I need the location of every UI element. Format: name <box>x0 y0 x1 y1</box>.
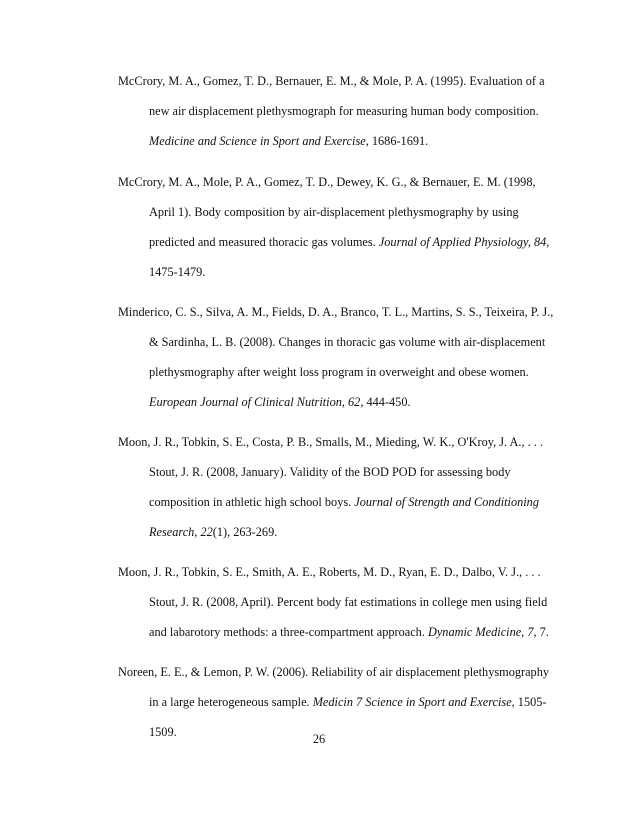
reference-continuation-line <box>118 197 558 227</box>
reference-first-line <box>118 657 558 687</box>
reference-italic-segment: European Journal of Clinical Nutrition, 62 <box>149 395 361 409</box>
reference-italic-segment: Dynamic Medicine, 7 <box>427 625 534 639</box>
reference-text-segment: in a large heterogeneous sample. <box>149 695 313 709</box>
reference-text-segment: , 7. <box>533 625 549 639</box>
reference-continuation-line <box>118 96 558 126</box>
reference-text-segment: new air displacement plethysmograph for measuring human body composition. <box>149 104 539 118</box>
reference-text-segment: Stout, J. R. (2008, January). Validity of the BOD POD for assessing body <box>149 465 511 479</box>
reference-italic-segment: Journal of Applied Physiology, 84 <box>378 235 547 249</box>
reference-entry <box>118 167 558 287</box>
reference-list <box>118 66 558 747</box>
reference-text-segment: , <box>546 235 550 249</box>
reference-continuation-line <box>118 617 558 647</box>
reference-text-segment: Stout, J. R. (2008, April). Percent body fat estimations in college men using field <box>149 595 548 609</box>
reference-italic-segment: Medicin 7 Science in Sport and Exercise <box>312 695 512 709</box>
reference-continuation-line <box>118 357 558 387</box>
reference-continuation-line <box>118 457 558 487</box>
reference-text-segment: & Sardinha, L. B. (2008). Changes in thoracic gas volume with air-displacement <box>149 335 546 349</box>
reference-text-segment: 1475-1479. <box>149 265 206 279</box>
reference-continuation-line <box>118 327 558 357</box>
reference-continuation-line <box>118 587 558 617</box>
reference-continuation-line <box>118 126 558 156</box>
reference-text-segment: McCrory, M. A., Gomez, T. D., Bernauer, E. M., & Mole, P. A. (1995). Evaluation of a <box>118 74 545 88</box>
reference-italic-segment: Research, 22 <box>149 525 213 539</box>
reference-continuation-line <box>118 517 558 547</box>
reference-first-line <box>118 557 558 587</box>
reference-text-segment: McCrory, M. A., Mole, P. A., Gomez, T. D., Dewey, K. G., & Bernauer, E. M. (1998, <box>118 175 536 189</box>
page-number: 26 <box>312 732 326 746</box>
reference-continuation-line <box>118 687 558 717</box>
reference-text-segment: Moon, J. R., Tobkin, S. E., Costa, P. B., Smalls, M., Mieding, W. K., O'Kroy, J. A., . . . <box>118 435 543 449</box>
reference-text-segment: Minderico, C. S., Silva, A. M., Fields, D. A., Branco, T. L., Martins, S. S., Teixeira, P. J., <box>118 305 554 319</box>
reference-text-segment: (1), 263-269. <box>212 525 278 539</box>
reference-text-segment: April 1). Body composition by air-displacement plethysmography by using <box>149 205 519 219</box>
reference-continuation-line <box>118 257 558 287</box>
reference-continuation-line <box>118 387 558 417</box>
reference-continuation-line <box>118 487 558 517</box>
reference-text-segment: and labarotory methods: a three-compartment approach. <box>149 625 428 639</box>
reference-text-segment: 1509. <box>149 725 177 739</box>
reference-text-segment: Noreen, E. E., & Lemon, P. W. (2006). Reliability of air displacement plethysmography <box>118 665 549 679</box>
reference-text-segment: plethysmography after weight loss program in overweight and obese women. <box>149 365 529 379</box>
reference-text-segment: , 1686-1691. <box>365 134 429 148</box>
reference-text-segment: , 1505- <box>511 695 547 709</box>
reference-text-segment: predicted and measured thoracic gas volumes. <box>149 235 379 249</box>
reference-entry <box>118 66 558 156</box>
reference-first-line <box>118 427 558 457</box>
reference-entry <box>118 427 558 547</box>
reference-entry <box>118 297 558 417</box>
reference-first-line <box>118 297 558 327</box>
reference-entry <box>118 557 558 647</box>
reference-first-line <box>118 167 558 197</box>
reference-text-segment: composition in athletic high school boys. <box>149 495 355 509</box>
reference-continuation-line <box>118 227 558 257</box>
reference-text-segment: Moon, J. R., Tobkin, S. E., Smith, A. E., Roberts, M. D., Ryan, E. D., Dalbo, V. J., . . . <box>118 565 541 579</box>
reference-italic-segment: Medicine and Science in Sport and Exercise <box>149 134 366 148</box>
reference-text-segment: , 444-450. <box>360 395 411 409</box>
reference-italic-segment: Journal of Strength and Conditioning <box>354 495 539 509</box>
reference-first-line <box>118 66 558 96</box>
